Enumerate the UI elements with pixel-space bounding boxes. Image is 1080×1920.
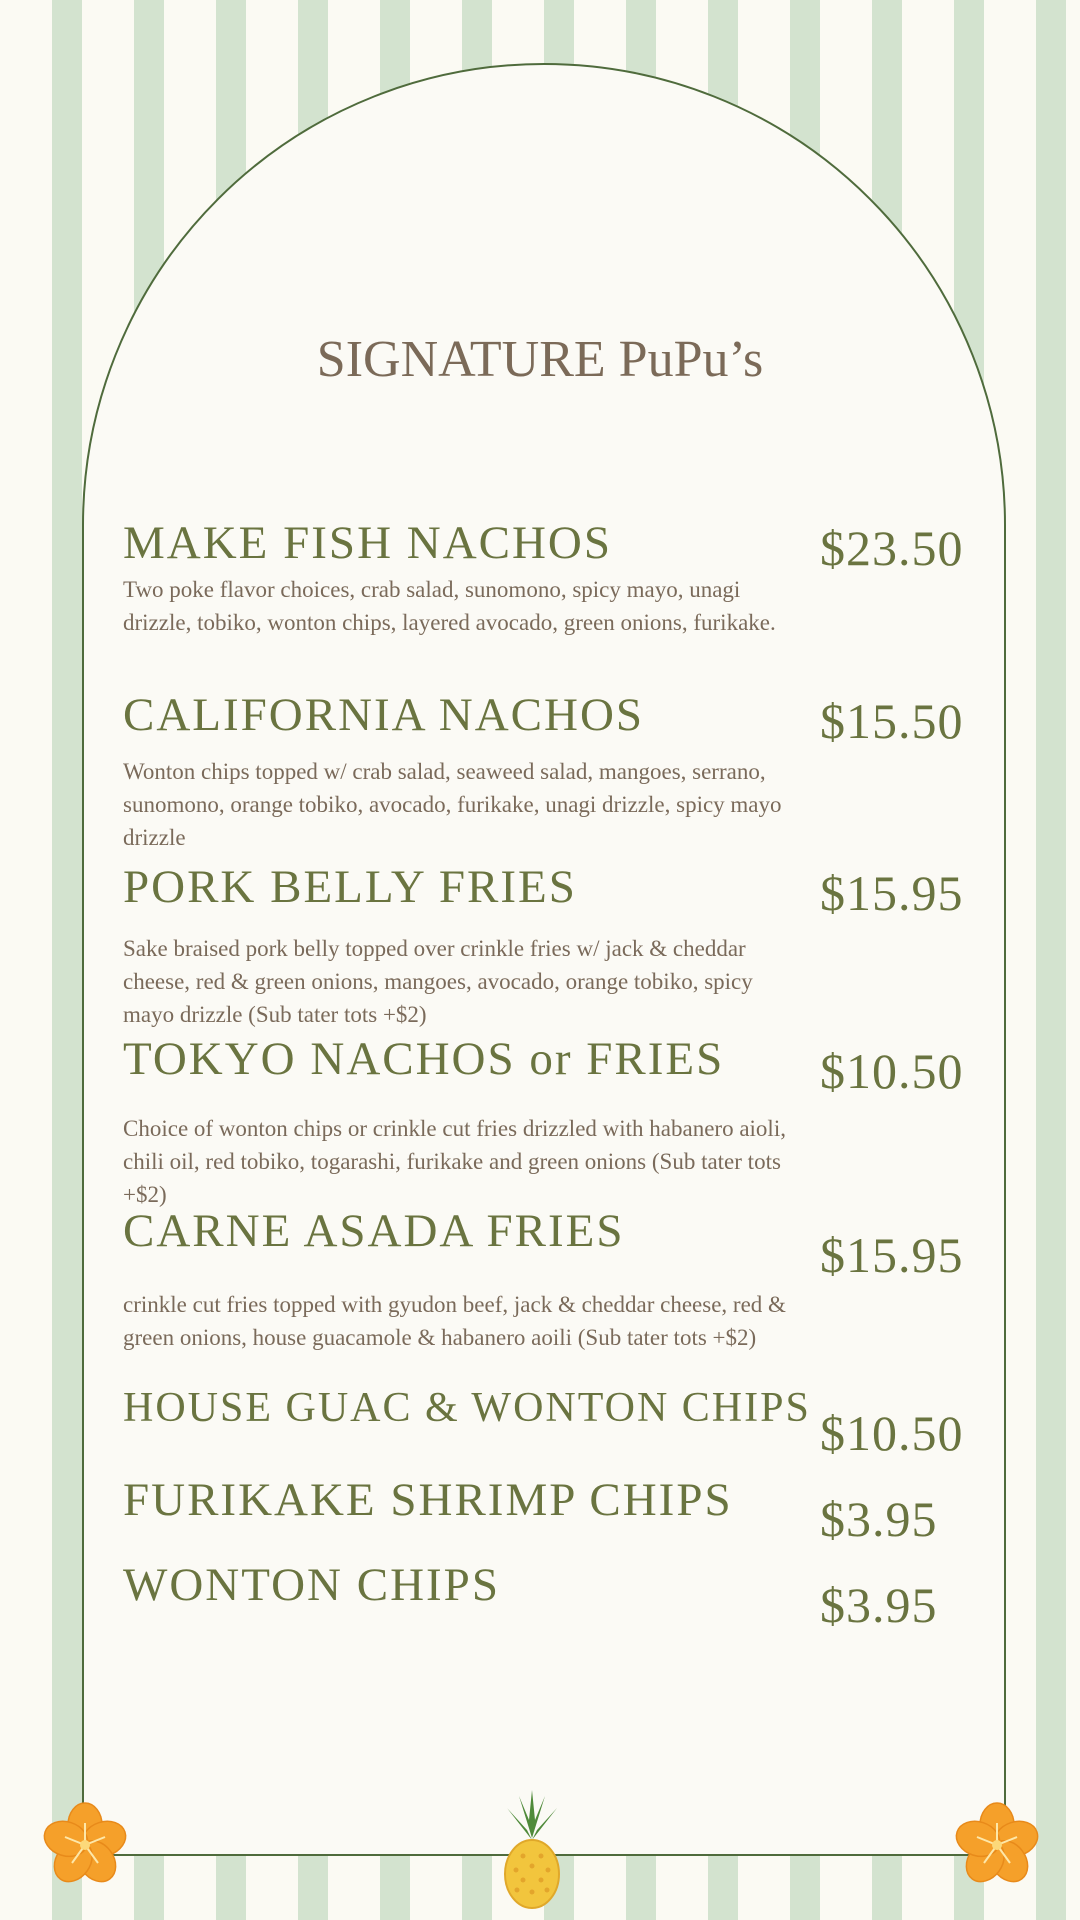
item-price: $10.50 <box>820 1043 964 1099</box>
item-description: Two poke flavor choices, crab salad, sunomono, spicy mayo, unagi drizzle, tobiko, wonton chips, layered avocado, green onions, furikake. <box>123 577 776 635</box>
item-description: Choice of wonton chips or crinkle cut fries drizzled with habanero aioli, chili oil, red tobiko, togarashi, furikake and green onions (Sub tater tots +$2) <box>123 1116 786 1207</box>
item-price: $23.50 <box>820 520 964 576</box>
menu-title: SIGNATURE PuPu’s <box>316 331 764 388</box>
pineapple-icon <box>497 1790 567 1910</box>
item-price: $3.95 <box>820 1577 938 1633</box>
item-name: PORK BELLY FRIES <box>123 861 577 913</box>
item-name: HOUSE GUAC & WONTON CHIPS <box>123 1385 811 1431</box>
item-price: $15.95 <box>820 865 964 921</box>
item-name: MAKE FISH NACHOS <box>123 517 613 569</box>
item-name: TOKYO NACHOS or FRIES <box>123 1033 725 1085</box>
item-price: $15.50 <box>820 693 964 749</box>
hibiscus-icon <box>40 1800 130 1890</box>
item-description: Sake braised pork belly topped over crinkle fries w/ jack & cheddar cheese, red & green onions, mangoes, avocado, orange tobiko, spicy mayo drizzle (Sub tater tots +$2) <box>123 936 753 1027</box>
item-name: FURIKAKE SHRIMP CHIPS <box>123 1474 733 1526</box>
item-price: $10.50 <box>820 1405 964 1461</box>
item-name: CARNE ASADA FRIES <box>123 1205 625 1257</box>
item-price: $15.95 <box>820 1227 964 1283</box>
item-description: crinkle cut fries topped with gyudon beef, jack & cheddar cheese, red & green onions, house guacamole & habanero aoili (Sub tater tots +$2) <box>123 1292 786 1350</box>
item-description: Wonton chips topped w/ crab salad, seaweed salad, mangoes, serrano, sunomono, orange tobiko, avocado, furikake, unagi drizzle, spicy mayo drizzle <box>123 759 782 850</box>
item-name: CALIFORNIA NACHOS <box>123 689 645 741</box>
item-price: $3.95 <box>820 1491 938 1547</box>
item-name: WONTON CHIPS <box>123 1559 500 1611</box>
hibiscus-icon <box>952 1800 1042 1890</box>
